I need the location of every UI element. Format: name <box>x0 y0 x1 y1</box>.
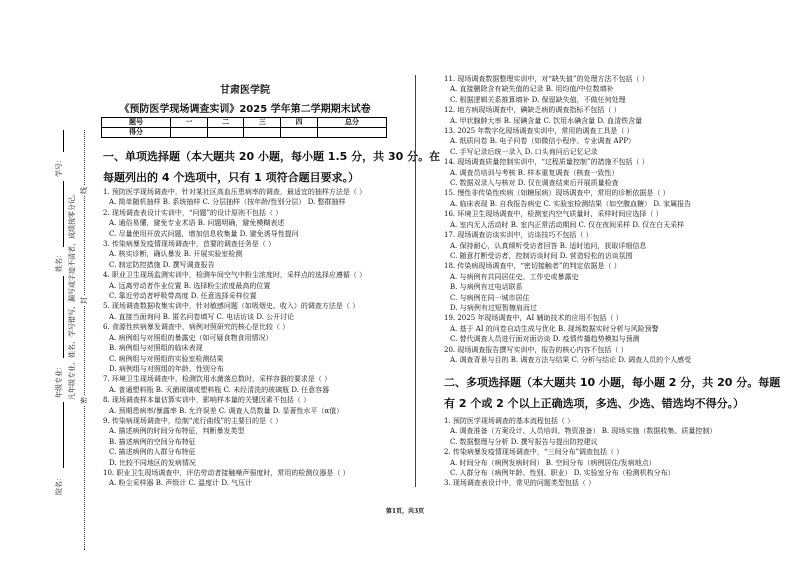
question-options: A. 基于 AI 的问卷自动生成与优化 B. 现场数据实时分析与风险预警 <box>450 324 659 333</box>
binding-notice: 凡年级专业、姓名、学号错写、漏写或字迹不清者，成绩按零分记。 <box>68 190 76 400</box>
question-item <box>103 468 366 489</box>
score-header: 题号 <box>102 118 171 128</box>
question-options: A. 直接删除含有缺失值的记录 B. 用均值/中位数填补 <box>450 85 614 94</box>
question-options: B. 病例组与对照组的临床表现 <box>109 344 203 353</box>
question-item <box>444 74 691 105</box>
question-item <box>444 157 691 188</box>
question-options: C. 替代调查人员进行面对面访谈 D. 疫情传播趋势模拟与预测 <box>450 335 640 344</box>
multi-choice-questions <box>444 416 716 489</box>
question-stem: 3. 现场调查表设计中，常见的问题类型包括（ ） <box>444 479 596 488</box>
question-item <box>444 188 691 209</box>
score-header: 一 <box>170 118 207 128</box>
question-stem: 5. 现场调查数据收集实训中，针对敏感问题（如吸烟史、收入）的调查方法是（ ） <box>103 302 360 311</box>
question-stem: 10. 职业卫生现场调查中，评估劳动者接触噪声强度时，常用的检测仪器是（ ） <box>103 468 350 477</box>
score-header: 三 <box>244 118 281 128</box>
question-stem: 3. 传染病暴发疫情现场调查中，首要的调查任务是（ ） <box>103 240 276 249</box>
score-cell[interactable] <box>170 128 207 138</box>
score-table-score-row <box>102 128 387 138</box>
college-underline[interactable] <box>55 402 64 468</box>
name-label: 姓名： <box>55 251 63 272</box>
school-name: 甘肃医学院 <box>220 85 270 96</box>
question-item <box>444 126 691 157</box>
question-options: C. 手写记录后统一录入 D. 口头询问后记忆记录 <box>450 147 598 156</box>
question-item <box>103 301 366 322</box>
section1-heading <box>103 146 440 188</box>
question-options: A. 普通塑料瓶 B. 灭菌玻璃或塑料瓶 C. 未经清洗的玻璃瓶 D. 任意容器 <box>109 385 330 394</box>
question-stem: 14. 现场调查质量控制实训中，“过程质量控制”的措施不包括（ ） <box>444 158 649 167</box>
question-item <box>444 313 691 344</box>
question-options: D. 与病例有过短暂擦肩而过 <box>450 303 537 312</box>
question-options: C. 数据整理与分析 D. 撰写报告与提出防控建议 <box>450 437 598 446</box>
section2-heading-line2: 有 2 个或 2 个以上正确选项，多选、少选、错选均不得分。） <box>444 397 745 410</box>
question-stem: 12. 地方病现场调查中，碘缺乏病的调查指标不包括（ ） <box>444 106 621 115</box>
question-stem: 7. 环境卫生现场调查中，检测饮用水菌落总数时，采样容器的要求是（ ） <box>103 375 332 384</box>
question-options: D. 比较不同地区的发病情况 <box>109 458 196 467</box>
question-options: C. 描述病例的人群分布特征 <box>109 448 196 457</box>
name-underline[interactable] <box>55 181 64 247</box>
seal-char-mi: 密 <box>80 397 88 404</box>
question-options: A. 简单随机抽样 B. 系统抽样 C. 分层抽样（按年龄/性别分层） D. 整群抽样 <box>109 198 346 207</box>
question-stem: 1. 预防医学现场调查的基本流程包括（ ） <box>444 417 575 425</box>
question-item <box>103 187 366 208</box>
question-item <box>103 374 366 395</box>
page-number: 第1页，共3页 <box>385 508 425 515</box>
question-item <box>444 209 691 230</box>
question-options: C. 根据逻辑关系推算填补 D. 保留缺失值，不做任何处理 <box>450 95 626 104</box>
score-table <box>101 117 387 138</box>
right-column-questions <box>444 74 691 365</box>
seal-char-feng: 封 <box>80 297 88 304</box>
question-options: A. 直接当面询问 B. 匿名问卷填写 C. 电话访谈 D. 公开讨论 <box>109 312 295 321</box>
question-stem: 8. 现场调查样本量估算实训中，影响样本量的关键因素不包括（ ） <box>103 396 311 405</box>
question-options: C. 靠近劳动者呼吸带高度 D. 任意选择采样位置 <box>109 292 257 301</box>
major-underline[interactable] <box>55 276 64 358</box>
question-stem: 18. 传染病现场调查中，“密切接触者”的判定依据是（ ） <box>444 262 621 271</box>
question-item <box>103 416 366 468</box>
question-options: C. 制定防控措施 D. 撰写调查报告 <box>109 260 215 269</box>
question-options: A. 远离劳动者作业位置 B. 选择粉尘浓度最高的位置 <box>109 281 271 290</box>
college-label: 院名： <box>55 474 63 495</box>
question-stem: 11. 现场调查数据整理实训中，对“缺失值”的处理方法不包括（ ） <box>444 75 649 83</box>
question-stem: 6. 食源性疾病暴发调查中，病例对照研究的核心是比较（ ） <box>103 323 290 332</box>
question-item <box>103 270 366 301</box>
question-options: A. 保持耐心，认真倾听受访者回答 B. 适时追问，获取详细信息 <box>450 241 647 250</box>
question-options: A. 通俗易懂，避免专业术语 B. 问题明确，避免模糊表述 <box>109 219 285 228</box>
question-stem: 15. 慢性非传染性疾病（如糖尿病）现场调查中，常用的诊断依据是（ ） <box>444 189 670 198</box>
score-table-header-row <box>102 118 387 128</box>
question-item <box>103 208 366 239</box>
question-stem: 13. 2025 年数字化现场调查实训中，常用的调查工具是（ ） <box>444 127 634 136</box>
question-options: C. 数据双录入与核对 D. 仅在调查结束后开展质量检查 <box>450 179 619 188</box>
score-cell[interactable] <box>318 128 387 138</box>
column-divider <box>415 75 416 487</box>
question-item <box>444 261 691 313</box>
question-item <box>444 416 716 447</box>
question-options: A. 与病例有共同居住史、工作史或暴露史 <box>450 272 579 281</box>
question-item <box>444 105 691 126</box>
question-stem: 9. 传染病现场调查中，绘制“流行曲线”的主要目的是（ ） <box>103 416 283 425</box>
score-header: 四 <box>281 118 318 128</box>
question-options: A. 描述病例的时间分布特征，判断暴发类型 <box>109 427 245 436</box>
score-header: 总分 <box>318 118 387 128</box>
question-options: B. 与病例有过电话联系 <box>450 283 523 292</box>
score-cell[interactable] <box>207 128 244 138</box>
section1-heading-line2: 每题列出的 4 个选项中，只有 1 项符合题目要求。） <box>103 171 360 184</box>
major-label: 年级专业： <box>55 363 63 398</box>
question-stem: 16. 环境卫生现场调查中，检测室内空气质量时，采样时间应选择（ ） <box>444 210 663 219</box>
question-stem: 19. 2025 年现场调查中，AI 辅助技术的应用不包括（ ） <box>444 314 623 323</box>
question-options: A. 调查背景与目的 B. 调查方法与结果 C. 分析与结论 D. 调查人员的个人感受 <box>450 355 692 364</box>
question-stem: 2. 现场调查表设计实训中，“问题”的设计原则不包括（ ） <box>103 208 283 217</box>
student-id-label: 学号： <box>55 156 63 177</box>
question-item <box>444 447 716 478</box>
question-options: A. 病例组与对照组的暴露史（如可疑食物食用情况） <box>109 333 273 342</box>
exam-title: 《预防医学现场调查实训》2025 学年第二学期期末试卷 <box>119 104 371 115</box>
seal-char-xian: 线 <box>80 187 88 194</box>
question-options: B. 描述病例的空间分布特征 <box>109 437 196 446</box>
score-header: 二 <box>207 118 244 128</box>
score-cell[interactable] <box>281 128 318 138</box>
question-stem: 1. 预防医学现场调查中，针对某社区高血压患病率的调查，最适宜的抽样方法是（ ） <box>103 188 367 196</box>
question-options: A. 核实诊断，确认暴发 B. 开展实验室检测 <box>109 250 243 259</box>
question-options: C. 尽量使用开放式问题，增加信息收集量 D. 避免诱导性提问 <box>109 229 299 238</box>
question-options: D. 病例组与对照组的年龄、性别分布 <box>109 364 224 373</box>
question-stem: 20. 现场调查报告撰写实训中，报告的核心内容不包括（ ） <box>444 345 628 354</box>
section2-heading <box>444 372 780 414</box>
question-item <box>103 322 366 374</box>
question-options: C. 随意打断受访者，控制访谈时间 D. 营造轻松的访谈氛围 <box>450 251 633 260</box>
question-item <box>444 230 691 261</box>
question-options: A. 时间分布（病例发病时间） B. 空间分布（病例居住/发病地点） <box>450 458 656 467</box>
question-item <box>103 395 366 416</box>
binding-margin <box>50 130 90 550</box>
question-options: A. 甲状腺肿大率 B. 尿碘含量 C. 饮用水碘含量 D. 血清铁含量 <box>450 116 643 125</box>
question-options: A. 室内无人活动时 B. 室内正常活动期间 C. 仅在夜间采样 D. 仅在白天采样 <box>450 220 685 229</box>
section1-heading-line1: 一、单项选择题（本大题共 20 小题，每小题 1.5 分，共 30 分。在 <box>103 150 441 163</box>
question-options: A. 粉尘采样器 B. 声级计 C. 温度计 D. 气压计 <box>109 479 253 488</box>
question-item <box>444 478 716 488</box>
score-row-label: 得分 <box>102 128 171 138</box>
question-item <box>444 345 691 366</box>
student-id-underline[interactable] <box>55 130 64 152</box>
score-cell[interactable] <box>244 128 281 138</box>
question-options: A. 调查准备（方案设计、人员培训、物资准备） B. 现场实施（数据收集、质量控制） <box>450 427 717 436</box>
question-options: A. 纸质问卷 B. 电子问卷（如微信小程序、专业调查 APP） <box>450 137 636 146</box>
question-options: A. 临床表现 B. 自我报告病史 C. 实验室检测结果（如空腹血糖） D. 家属报告 <box>450 199 692 208</box>
question-stem: 17. 现场调查访谈实训中，访谈技巧不包括（ ） <box>444 231 593 240</box>
question-options: A. 调查员培训与考核 B. 样本重复调查（核查一致性） <box>450 168 619 177</box>
question-options: C. 病例组与对照组的实验室检测结果 <box>109 354 224 363</box>
question-item <box>103 239 366 270</box>
question-stem: 4. 职业卫生现场监测实训中，检测车间空气中粉尘浓度时，采样点的选择应遵循（ ） <box>103 271 367 280</box>
section2-heading-line1: 二、多项选择题（本大题共 10 小题，每小题 2 分，共 20 分。每题 <box>444 376 781 389</box>
left-column-questions <box>103 187 366 489</box>
question-stem: 2. 传染病暴发疫情现场调查中，“三间分布”调查包括（ ） <box>444 448 624 457</box>
question-options: A. 预期患病率/暴露率 B. 允许误差 C. 调查人员数量 D. 显著性水平（α值） <box>109 406 344 415</box>
question-options: C. 与病例在同一城市居住 <box>450 293 530 302</box>
question-options: C. 人群分布（病例年龄、性别、职业） D. 实验室分布（检测机构分布） <box>450 469 675 478</box>
